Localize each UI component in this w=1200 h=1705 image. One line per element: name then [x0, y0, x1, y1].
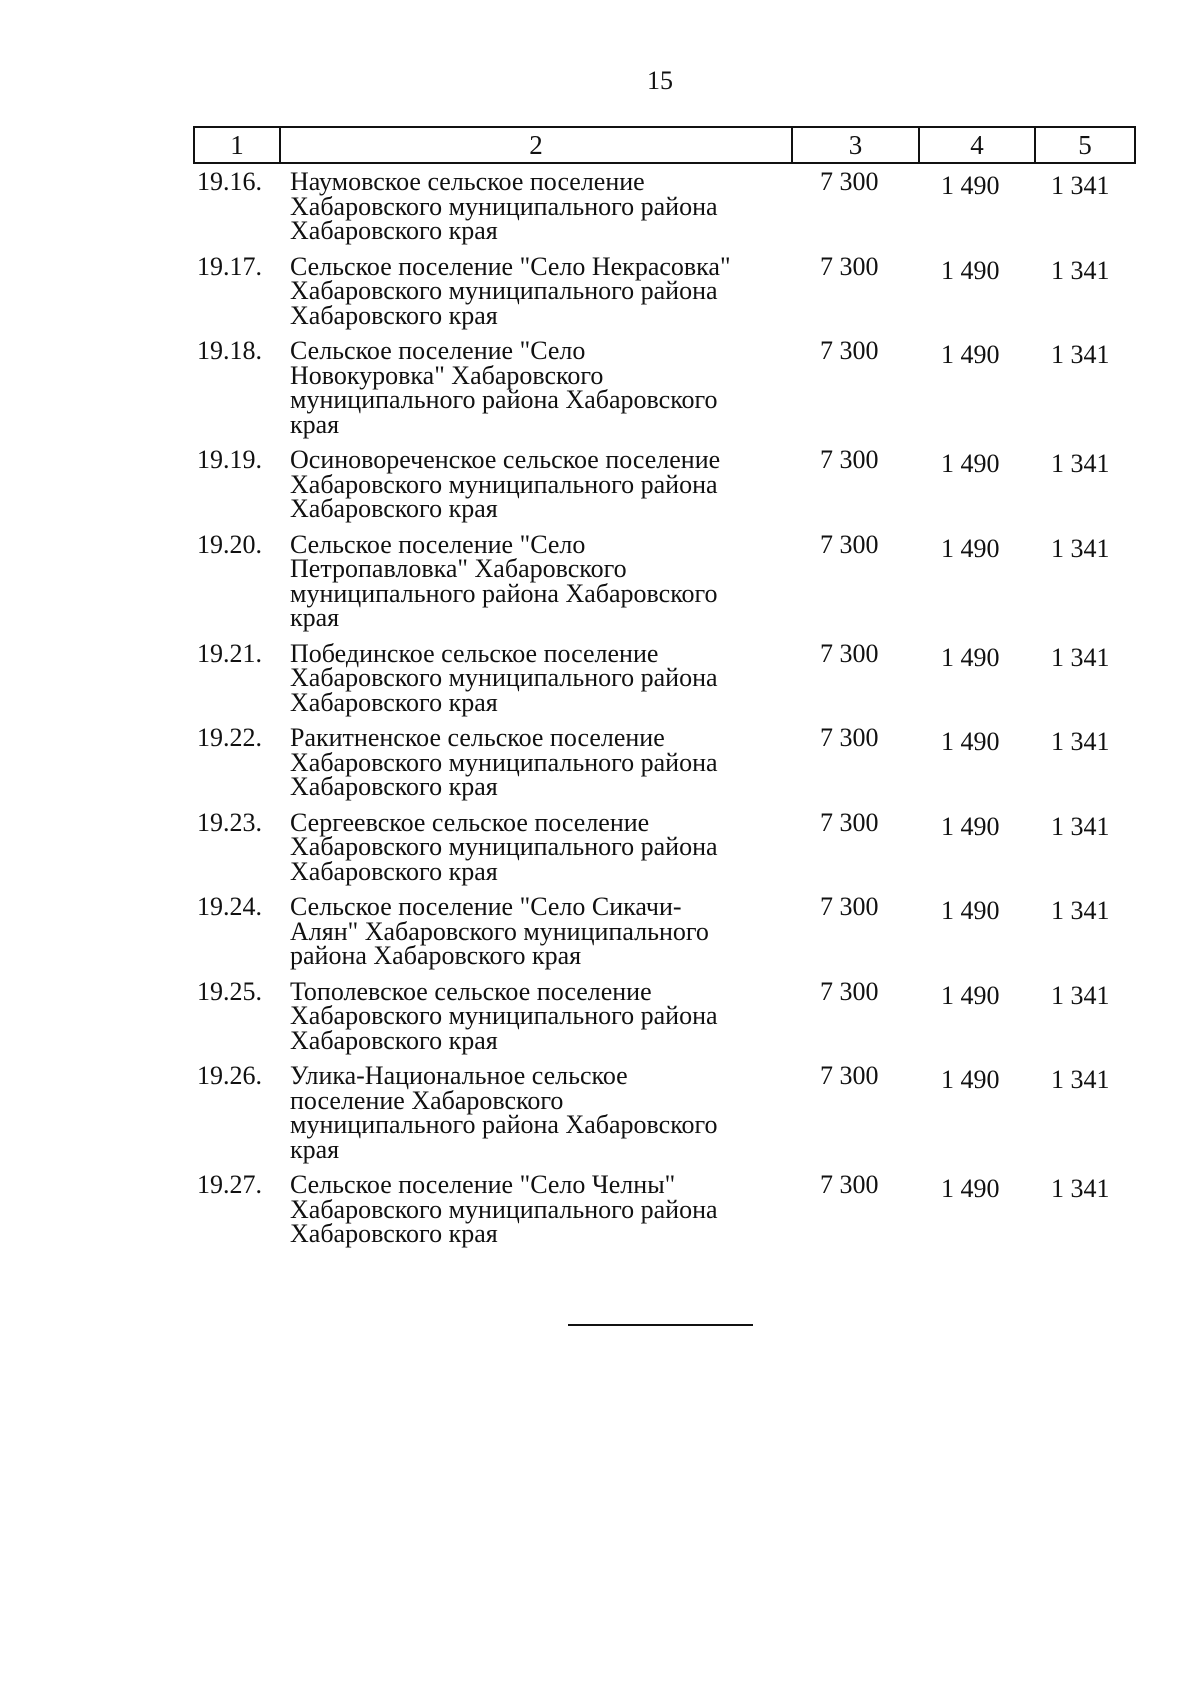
- value-col-5: 1 341: [1051, 171, 1110, 200]
- value-col-4: 1 490: [941, 533, 1000, 563]
- end-rule: [568, 1324, 753, 1326]
- settlement-name-line: Алян" Хабаровского муниципального: [290, 916, 709, 946]
- value-col-4: 1 490: [941, 811, 1000, 841]
- value-col-4: 1 490: [941, 1065, 1000, 1094]
- value-col-3: 7 300: [820, 723, 879, 752]
- settlement-name-line: Хабаровского муниципального района: [290, 1194, 718, 1224]
- header-col-3: 3: [793, 128, 920, 162]
- value-col-4: 1 490: [941, 449, 1000, 478]
- table-row: [0, 167, 1200, 245]
- settlement-name-line: муниципального района Хабаровского: [290, 578, 718, 608]
- value-col-5: 1 341: [1051, 449, 1110, 478]
- table-header: [193, 126, 1136, 164]
- table-row: [0, 336, 1200, 439]
- value-col-3: 7 300: [820, 892, 879, 921]
- header-col-2: 2: [281, 128, 793, 162]
- table-body: [0, 167, 1200, 1258]
- value-col-4: 1 490: [941, 642, 1000, 672]
- settlement-name-line: края: [290, 1134, 340, 1164]
- settlement-name-line: Хабаровского края: [290, 856, 498, 886]
- table-row: [0, 807, 1200, 886]
- value-col-4: 1 490: [941, 255, 1000, 285]
- value-col-4: 1 490: [941, 171, 1000, 200]
- settlement-name-line: края: [290, 603, 340, 632]
- settlement-name-line: Сельское поселение "Село Сикачи-: [290, 892, 682, 921]
- value-col-5: 1 341: [1051, 811, 1110, 841]
- settlement-name-line: Хабаровского края: [290, 216, 498, 245]
- table-row: [0, 723, 1200, 801]
- settlement-name-line: Хабаровского края: [290, 687, 498, 717]
- settlement-name-line: Хабаровского муниципального района: [290, 832, 718, 861]
- settlement-name-line: Тополевское сельское поселение: [290, 976, 652, 1006]
- table-row: [0, 1170, 1200, 1248]
- settlement-name-line: Хабаровского края: [290, 300, 498, 330]
- value-col-4: 1 490: [941, 340, 1000, 369]
- value-col-4: 1 490: [941, 727, 1000, 756]
- settlement-name-line: Сельское поселение "Село Челны": [290, 1170, 676, 1199]
- row-number: 19.21.: [197, 638, 262, 668]
- row-number: 19.25.: [197, 976, 262, 1006]
- value-col-5: 1 341: [1051, 255, 1110, 285]
- settlement-name-line: Наумовское сельское поселение: [290, 167, 645, 196]
- table-row: [0, 529, 1200, 632]
- settlement-name-line: Хабаровского муниципального района: [290, 747, 718, 777]
- value-col-3: 7 300: [820, 167, 879, 196]
- table-row: [0, 1061, 1200, 1164]
- value-col-4: 1 490: [941, 896, 1000, 925]
- value-col-5: 1 341: [1051, 727, 1110, 756]
- value-col-3: 7 300: [820, 529, 879, 559]
- header-col-1: 1: [195, 128, 281, 162]
- settlement-name-line: Сергеевское сельское поселение: [290, 807, 650, 837]
- value-col-4: 1 490: [941, 980, 1000, 1010]
- value-col-5: 1 341: [1051, 896, 1110, 925]
- row-number: 19.16.: [197, 167, 262, 196]
- value-col-5: 1 341: [1051, 642, 1110, 672]
- value-col-3: 7 300: [820, 976, 879, 1006]
- settlement-name-line: муниципального района Хабаровского: [290, 385, 718, 414]
- settlement-name-line: Сельское поселение "Село: [290, 529, 586, 559]
- settlement-name-line: Сельское поселение "Село Некрасовка": [290, 251, 731, 281]
- value-col-5: 1 341: [1051, 980, 1110, 1010]
- settlement-name-line: Хабаровского муниципального района: [290, 663, 718, 692]
- value-col-5: 1 341: [1051, 1174, 1110, 1203]
- value-col-5: 1 341: [1051, 533, 1110, 563]
- page-number: 15: [647, 66, 673, 95]
- settlement-name-line: Хабаровского края: [290, 1025, 498, 1055]
- settlement-name-line: Сельское поселение "Село: [290, 336, 586, 365]
- value-col-5: 1 341: [1051, 1065, 1110, 1094]
- settlement-name-line: Улика-Национальное сельское: [290, 1061, 628, 1090]
- row-number: 19.26.: [197, 1061, 262, 1090]
- settlement-name-line: поселение Хабаровского: [290, 1085, 564, 1115]
- row-number: 19.23.: [197, 807, 262, 837]
- settlement-name-line: Хабаровского муниципального района: [290, 191, 718, 221]
- value-col-3: 7 300: [820, 445, 879, 474]
- settlement-name-line: Хабаровского края: [290, 494, 498, 523]
- row-number: 19.27.: [197, 1170, 262, 1199]
- settlement-name-line: края: [290, 409, 340, 439]
- header-col-5: 5: [1078, 129, 1092, 160]
- settlement-name-line: Хабаровского края: [290, 1219, 498, 1248]
- table-row: [0, 251, 1200, 330]
- row-number: 19.24.: [197, 892, 262, 921]
- value-col-3: 7 300: [820, 251, 879, 281]
- value-col-3: 7 300: [820, 807, 879, 837]
- settlement-name-line: Ракитненское сельское поселение: [290, 723, 665, 752]
- row-number: 19.20.: [197, 529, 262, 559]
- value-col-5: 1 341: [1051, 340, 1110, 369]
- settlement-name-line: Хабаровского муниципального района: [290, 276, 718, 305]
- value-col-3: 7 300: [820, 336, 879, 365]
- value-col-3: 7 300: [820, 1170, 879, 1199]
- header-col-4: 4: [920, 128, 1036, 162]
- table-row: [0, 638, 1200, 717]
- settlement-name-line: Осиновореченское сельское поселение: [290, 445, 721, 474]
- settlement-name-line: Хабаровского края: [290, 772, 498, 801]
- value-col-4: 1 490: [941, 1174, 1000, 1203]
- settlement-name-line: района Хабаровского края: [290, 941, 582, 970]
- table-row: [0, 892, 1200, 970]
- table-row: [0, 445, 1200, 523]
- value-col-3: 7 300: [820, 638, 879, 668]
- row-number: 19.17.: [197, 251, 262, 281]
- settlement-name-line: муниципального района Хабаровского: [290, 1110, 718, 1139]
- row-number: 19.19.: [197, 445, 262, 474]
- value-col-3: 7 300: [820, 1061, 879, 1090]
- settlement-name-line: Новокуровка" Хабаровского: [290, 360, 604, 390]
- settlement-name-line: Петропавловка" Хабаровского: [290, 554, 627, 583]
- row-number: 19.22.: [197, 723, 262, 752]
- row-number: 19.18.: [197, 336, 262, 365]
- table-row: [0, 976, 1200, 1055]
- settlement-name-line: Хабаровского муниципального района: [290, 1001, 718, 1030]
- settlement-name-line: Хабаровского муниципального района: [290, 469, 718, 499]
- settlement-name-line: Побединское сельское поселение: [290, 638, 659, 668]
